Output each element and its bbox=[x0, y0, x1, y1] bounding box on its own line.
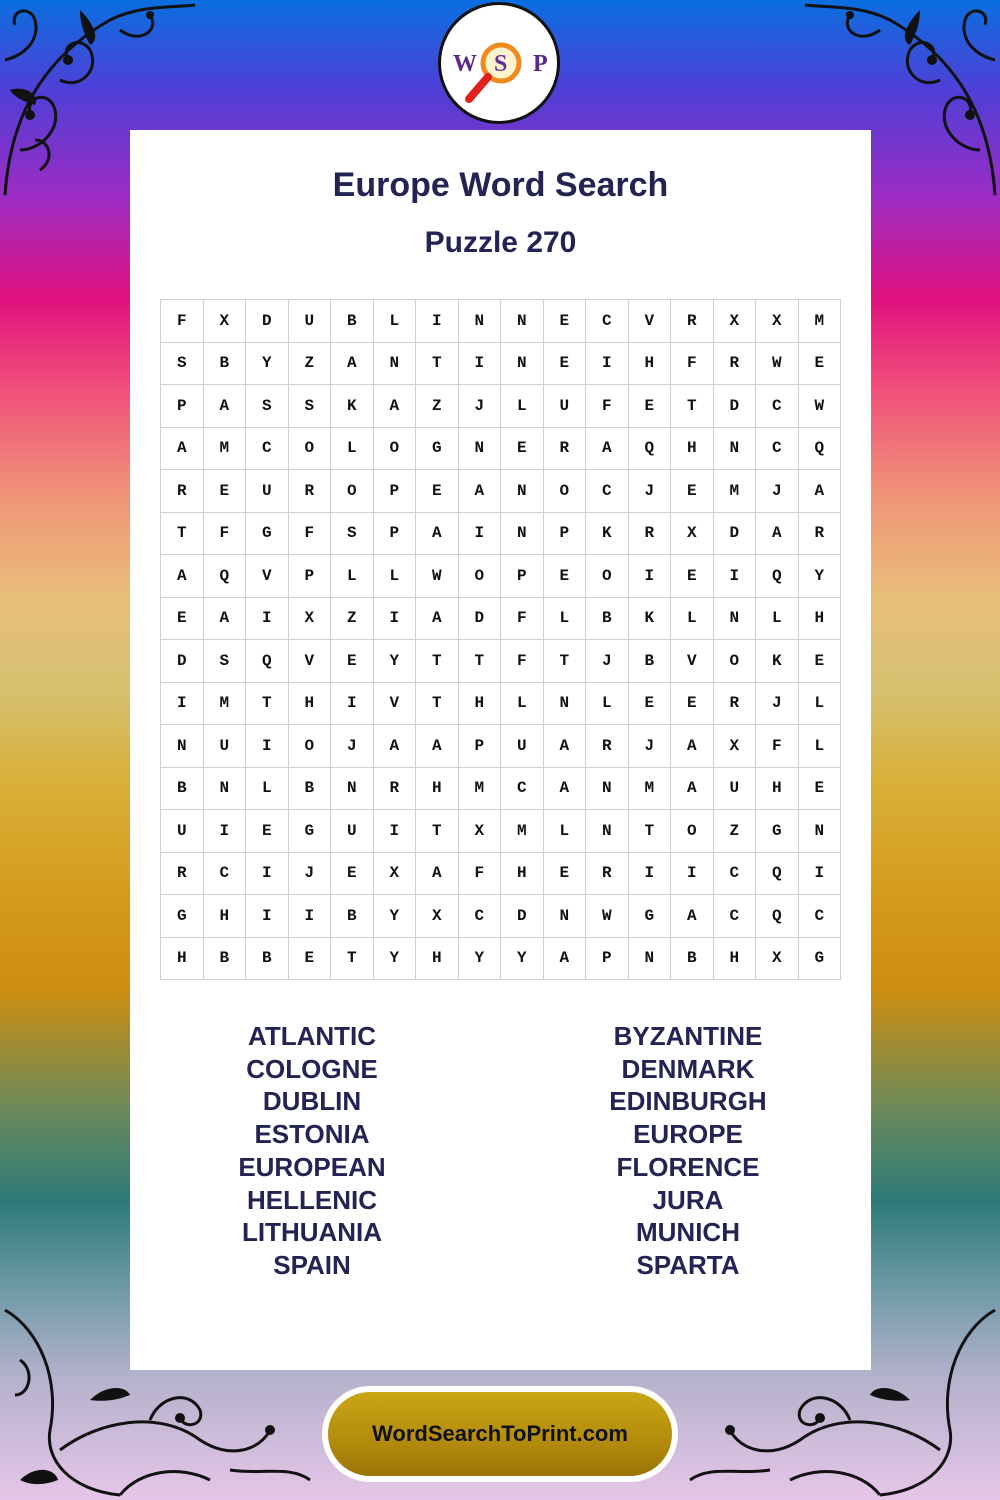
grid-cell[interactable]: E bbox=[799, 343, 842, 386]
grid-cell[interactable]: B bbox=[161, 768, 204, 811]
grid-cell[interactable]: F bbox=[161, 300, 204, 343]
grid-cell[interactable]: R bbox=[629, 513, 672, 556]
grid-cell[interactable]: O bbox=[289, 428, 332, 471]
grid-cell[interactable]: P bbox=[374, 513, 417, 556]
grid-cell[interactable]: B bbox=[671, 938, 714, 981]
grid-cell[interactable]: D bbox=[246, 300, 289, 343]
grid-cell[interactable]: X bbox=[289, 598, 332, 641]
grid-cell[interactable]: F bbox=[756, 725, 799, 768]
grid-cell[interactable]: I bbox=[246, 598, 289, 641]
grid-cell[interactable]: A bbox=[204, 598, 247, 641]
grid-cell[interactable]: C bbox=[756, 385, 799, 428]
grid-cell[interactable]: S bbox=[331, 513, 374, 556]
grid-cell[interactable]: R bbox=[586, 853, 629, 896]
grid-cell[interactable]: Q bbox=[629, 428, 672, 471]
grid-cell[interactable]: S bbox=[246, 385, 289, 428]
grid-cell[interactable]: J bbox=[331, 725, 374, 768]
grid-cell[interactable]: B bbox=[331, 300, 374, 343]
grid-cell[interactable]: Y bbox=[374, 938, 417, 981]
grid-cell[interactable]: G bbox=[246, 513, 289, 556]
grid-cell[interactable]: M bbox=[204, 683, 247, 726]
grid-cell[interactable]: T bbox=[416, 343, 459, 386]
word-list-item: SPARTA bbox=[636, 1249, 740, 1280]
grid-cell[interactable]: T bbox=[331, 938, 374, 981]
grid-cell[interactable]: D bbox=[459, 598, 502, 641]
grid-cell[interactable]: A bbox=[416, 598, 459, 641]
grid-cell[interactable]: N bbox=[586, 768, 629, 811]
word-list-item: HELLENIC bbox=[247, 1184, 377, 1215]
word-list-item: ESTONIA bbox=[254, 1119, 370, 1150]
grid-cell[interactable]: L bbox=[374, 555, 417, 598]
grid-cell[interactable]: E bbox=[629, 385, 672, 428]
grid-cell[interactable]: I bbox=[204, 810, 247, 853]
grid-cell[interactable]: I bbox=[246, 853, 289, 896]
grid-cell[interactable]: G bbox=[629, 895, 672, 938]
grid-cell[interactable]: Z bbox=[289, 343, 332, 386]
word-list-item: EDINBURGH bbox=[609, 1086, 767, 1117]
grid-cell[interactable]: D bbox=[161, 640, 204, 683]
grid-cell[interactable]: E bbox=[246, 810, 289, 853]
grid-cell[interactable]: A bbox=[671, 725, 714, 768]
grid-cell[interactable]: Y bbox=[374, 640, 417, 683]
grid-cell[interactable]: U bbox=[204, 725, 247, 768]
grid-cell[interactable]: V bbox=[374, 683, 417, 726]
grid-cell[interactable]: I bbox=[586, 343, 629, 386]
grid-cell[interactable]: A bbox=[671, 768, 714, 811]
grid-cell[interactable]: A bbox=[416, 853, 459, 896]
grid-cell[interactable]: L bbox=[799, 725, 842, 768]
word-list-item: JURA bbox=[652, 1184, 724, 1215]
grid-cell[interactable]: G bbox=[756, 810, 799, 853]
grid-cell[interactable]: A bbox=[161, 428, 204, 471]
grid-cell[interactable]: A bbox=[204, 385, 247, 428]
grid-cell[interactable]: E bbox=[544, 853, 587, 896]
grid-cell[interactable]: J bbox=[586, 640, 629, 683]
grid-cell[interactable]: L bbox=[544, 598, 587, 641]
grid-cell[interactable]: E bbox=[204, 470, 247, 513]
word-list-item: LITHUANIA bbox=[241, 1217, 383, 1248]
grid-cell[interactable]: B bbox=[204, 343, 247, 386]
logo-letter-p: P bbox=[533, 51, 548, 77]
grid-cell[interactable]: Y bbox=[799, 555, 842, 598]
grid-cell[interactable]: L bbox=[501, 385, 544, 428]
letter-grid bbox=[160, 299, 841, 980]
grid-cell[interactable]: Q bbox=[756, 895, 799, 938]
grid-cell[interactable]: N bbox=[714, 428, 757, 471]
grid-cell[interactable]: R bbox=[374, 768, 417, 811]
grid-cell[interactable]: H bbox=[161, 938, 204, 981]
grid-cell[interactable]: F bbox=[671, 343, 714, 386]
grid-cell[interactable]: I bbox=[289, 895, 332, 938]
grid-cell[interactable]: O bbox=[374, 428, 417, 471]
grid-cell[interactable]: B bbox=[289, 768, 332, 811]
grid-cell[interactable]: B bbox=[586, 598, 629, 641]
grid-cell[interactable]: S bbox=[289, 385, 332, 428]
grid-cell[interactable]: F bbox=[501, 598, 544, 641]
grid-cell[interactable]: E bbox=[671, 470, 714, 513]
grid-cell[interactable]: U bbox=[289, 300, 332, 343]
grid-cell[interactable]: A bbox=[416, 513, 459, 556]
grid-cell[interactable]: O bbox=[289, 725, 332, 768]
grid-cell[interactable]: Z bbox=[331, 598, 374, 641]
grid-cell[interactable]: B bbox=[331, 895, 374, 938]
word-list-item: ATLANTIC bbox=[247, 1021, 377, 1051]
grid-cell[interactable]: E bbox=[289, 938, 332, 981]
grid-cell[interactable]: N bbox=[501, 470, 544, 513]
grid-cell[interactable]: Q bbox=[756, 853, 799, 896]
wsp-logo[interactable] bbox=[438, 2, 560, 124]
grid-cell[interactable]: K bbox=[629, 598, 672, 641]
grid-cell[interactable]: M bbox=[799, 300, 842, 343]
grid-cell[interactable]: W bbox=[416, 555, 459, 598]
grid-cell[interactable]: I bbox=[629, 555, 672, 598]
grid-cell[interactable]: J bbox=[459, 385, 502, 428]
grid-cell[interactable]: X bbox=[756, 938, 799, 981]
grid-cell[interactable]: B bbox=[246, 938, 289, 981]
grid-cell[interactable]: T bbox=[671, 385, 714, 428]
grid-cell[interactable]: H bbox=[671, 428, 714, 471]
grid-cell[interactable]: L bbox=[799, 683, 842, 726]
grid-cell[interactable]: A bbox=[161, 555, 204, 598]
grid-cell[interactable]: E bbox=[544, 343, 587, 386]
grid-cell[interactable]: N bbox=[799, 810, 842, 853]
grid-cell[interactable]: N bbox=[459, 300, 502, 343]
grid-cell[interactable]: A bbox=[374, 385, 417, 428]
puzzle-number: Puzzle 270 bbox=[424, 226, 577, 259]
grid-cell[interactable]: O bbox=[586, 555, 629, 598]
grid-cell[interactable]: X bbox=[416, 895, 459, 938]
grid-cell[interactable]: T bbox=[246, 683, 289, 726]
grid-cell[interactable]: N bbox=[544, 683, 587, 726]
word-list-right bbox=[538, 1020, 838, 1282]
grid-cell[interactable]: E bbox=[629, 683, 672, 726]
grid-cell[interactable]: P bbox=[289, 555, 332, 598]
grid-cell[interactable]: H bbox=[459, 683, 502, 726]
grid-cell[interactable]: A bbox=[544, 938, 587, 981]
grid-cell[interactable]: F bbox=[501, 640, 544, 683]
word-list-item: EUROPE bbox=[633, 1119, 743, 1150]
grid-cell[interactable]: C bbox=[586, 470, 629, 513]
grid-cell[interactable]: R bbox=[289, 470, 332, 513]
grid-cell[interactable]: R bbox=[586, 725, 629, 768]
grid-cell[interactable]: L bbox=[756, 598, 799, 641]
word-list-item: DENMARK bbox=[621, 1053, 755, 1084]
grid-cell[interactable]: V bbox=[289, 640, 332, 683]
grid-cell[interactable]: V bbox=[246, 555, 289, 598]
word-list-item: FLORENCE bbox=[616, 1151, 760, 1182]
grid-cell[interactable]: T bbox=[544, 640, 587, 683]
grid-cell[interactable]: K bbox=[331, 385, 374, 428]
grid-cell[interactable]: M bbox=[459, 768, 502, 811]
grid-cell[interactable]: T bbox=[416, 640, 459, 683]
grid-cell[interactable]: V bbox=[671, 640, 714, 683]
grid-cell[interactable]: H bbox=[714, 938, 757, 981]
grid-cell[interactable]: X bbox=[756, 300, 799, 343]
grid-cell[interactable]: R bbox=[671, 300, 714, 343]
grid-cell[interactable]: I bbox=[459, 343, 502, 386]
grid-cell[interactable]: M bbox=[629, 768, 672, 811]
grid-cell[interactable]: J bbox=[756, 470, 799, 513]
grid-cell[interactable]: X bbox=[374, 853, 417, 896]
grid-cell[interactable]: H bbox=[799, 598, 842, 641]
grid-cell[interactable]: I bbox=[374, 598, 417, 641]
grid-cell[interactable]: L bbox=[246, 768, 289, 811]
grid-cell[interactable]: E bbox=[544, 555, 587, 598]
grid-cell[interactable]: U bbox=[714, 768, 757, 811]
grid-cell[interactable]: N bbox=[714, 598, 757, 641]
grid-cell[interactable]: Z bbox=[416, 385, 459, 428]
grid-cell[interactable]: I bbox=[714, 555, 757, 598]
grid-cell[interactable]: A bbox=[331, 343, 374, 386]
grid-cell[interactable]: X bbox=[714, 725, 757, 768]
grid-cell[interactable]: C bbox=[586, 300, 629, 343]
grid-cell[interactable]: E bbox=[331, 853, 374, 896]
grid-cell[interactable]: B bbox=[204, 938, 247, 981]
grid-cell[interactable]: C bbox=[459, 895, 502, 938]
grid-cell[interactable]: O bbox=[459, 555, 502, 598]
grid-cell[interactable]: R bbox=[714, 343, 757, 386]
grid-cell[interactable]: A bbox=[374, 725, 417, 768]
grid-cell[interactable]: T bbox=[629, 810, 672, 853]
grid-cell[interactable]: S bbox=[204, 640, 247, 683]
grid-cell[interactable]: L bbox=[544, 810, 587, 853]
grid-cell[interactable]: I bbox=[416, 300, 459, 343]
grid-cell[interactable]: E bbox=[161, 598, 204, 641]
grid-cell[interactable]: N bbox=[331, 768, 374, 811]
grid-cell[interactable]: A bbox=[756, 513, 799, 556]
grid-cell[interactable]: X bbox=[671, 513, 714, 556]
grid-cell[interactable]: J bbox=[289, 853, 332, 896]
logo-letter-w: W bbox=[453, 51, 477, 77]
site-link-label[interactable]: WordSearchToPrint.com bbox=[328, 1392, 672, 1476]
grid-cell[interactable]: F bbox=[204, 513, 247, 556]
grid-cell[interactable]: V bbox=[629, 300, 672, 343]
grid-cell[interactable]: N bbox=[374, 343, 417, 386]
grid-cell[interactable]: A bbox=[671, 895, 714, 938]
grid-cell[interactable]: E bbox=[331, 640, 374, 683]
grid-cell[interactable]: W bbox=[799, 385, 842, 428]
site-link-badge[interactable] bbox=[322, 1386, 678, 1482]
grid-cell[interactable]: A bbox=[459, 470, 502, 513]
grid-cell[interactable]: A bbox=[586, 428, 629, 471]
grid-cell[interactable]: T bbox=[459, 640, 502, 683]
grid-cell[interactable]: D bbox=[501, 895, 544, 938]
grid-cell[interactable]: D bbox=[714, 513, 757, 556]
grid-cell[interactable]: Y bbox=[459, 938, 502, 981]
grid-cell[interactable]: P bbox=[501, 555, 544, 598]
grid-cell[interactable]: U bbox=[161, 810, 204, 853]
grid-cell[interactable]: Q bbox=[756, 555, 799, 598]
grid-cell[interactable]: I bbox=[671, 853, 714, 896]
grid-cell[interactable]: O bbox=[544, 470, 587, 513]
grid-cell[interactable]: A bbox=[416, 725, 459, 768]
grid-cell[interactable]: P bbox=[161, 385, 204, 428]
grid-cell[interactable]: X bbox=[714, 300, 757, 343]
grid-cell[interactable]: H bbox=[416, 938, 459, 981]
grid-cell[interactable]: W bbox=[586, 895, 629, 938]
grid-cell[interactable]: U bbox=[501, 725, 544, 768]
grid-cell[interactable]: Z bbox=[714, 810, 757, 853]
grid-cell[interactable]: N bbox=[629, 938, 672, 981]
grid-cell[interactable]: F bbox=[289, 513, 332, 556]
grid-cell[interactable]: D bbox=[714, 385, 757, 428]
grid-cell[interactable]: H bbox=[204, 895, 247, 938]
grid-cell[interactable]: O bbox=[331, 470, 374, 513]
grid-cell[interactable]: I bbox=[374, 810, 417, 853]
grid-cell[interactable]: C bbox=[246, 428, 289, 471]
word-list-item: BYZANTINE bbox=[613, 1021, 763, 1051]
word-list-item: COLOGNE bbox=[246, 1053, 378, 1084]
grid-cell[interactable]: N bbox=[501, 300, 544, 343]
grid-cell[interactable]: I bbox=[799, 853, 842, 896]
grid-cell[interactable]: E bbox=[501, 428, 544, 471]
grid-cell[interactable]: C bbox=[799, 895, 842, 938]
grid-cell[interactable]: R bbox=[161, 853, 204, 896]
grid-cell[interactable]: M bbox=[501, 810, 544, 853]
word-list-left bbox=[162, 1020, 462, 1282]
grid-cell[interactable]: T bbox=[416, 683, 459, 726]
grid-cell[interactable]: H bbox=[289, 683, 332, 726]
grid-cell[interactable]: C bbox=[714, 895, 757, 938]
grid-cell[interactable]: I bbox=[459, 513, 502, 556]
grid-cell[interactable]: E bbox=[671, 683, 714, 726]
grid-cell[interactable]: L bbox=[586, 683, 629, 726]
grid-cell[interactable]: I bbox=[629, 853, 672, 896]
grid-cell[interactable]: E bbox=[799, 768, 842, 811]
grid-cell[interactable]: E bbox=[416, 470, 459, 513]
grid-cell[interactable]: X bbox=[459, 810, 502, 853]
grid-cell[interactable]: C bbox=[204, 853, 247, 896]
grid-cell[interactable]: N bbox=[544, 895, 587, 938]
grid-cell[interactable]: G bbox=[799, 938, 842, 981]
grid-cell[interactable]: B bbox=[629, 640, 672, 683]
word-list-item: EUROPEAN bbox=[238, 1151, 386, 1182]
grid-cell[interactable]: I bbox=[246, 725, 289, 768]
grid-cell[interactable]: F bbox=[459, 853, 502, 896]
grid-cell[interactable]: P bbox=[459, 725, 502, 768]
grid-cell[interactable]: G bbox=[161, 895, 204, 938]
grid-cell[interactable]: A bbox=[799, 470, 842, 513]
grid-cell[interactable]: F bbox=[586, 385, 629, 428]
grid-cell[interactable]: K bbox=[756, 640, 799, 683]
grid-cell[interactable]: R bbox=[799, 513, 842, 556]
grid-cell[interactable]: E bbox=[544, 300, 587, 343]
logo-letter-s: S bbox=[494, 51, 508, 77]
grid-cell[interactable]: H bbox=[416, 768, 459, 811]
grid-cell[interactable]: O bbox=[714, 640, 757, 683]
grid-cell[interactable]: I bbox=[161, 683, 204, 726]
grid-cell[interactable]: J bbox=[629, 470, 672, 513]
grid-cell[interactable]: G bbox=[416, 428, 459, 471]
grid-cell[interactable]: J bbox=[629, 725, 672, 768]
grid-cell[interactable]: A bbox=[544, 768, 587, 811]
grid-cell[interactable]: Q bbox=[204, 555, 247, 598]
grid-cell[interactable]: P bbox=[544, 513, 587, 556]
grid-cell[interactable]: T bbox=[416, 810, 459, 853]
grid-cell[interactable]: E bbox=[671, 555, 714, 598]
grid-cell[interactable]: M bbox=[204, 428, 247, 471]
grid-cell[interactable]: N bbox=[501, 343, 544, 386]
grid-cell[interactable]: N bbox=[161, 725, 204, 768]
word-list-item: DUBLIN bbox=[262, 1086, 362, 1117]
grid-cell[interactable]: L bbox=[501, 683, 544, 726]
grid-cell[interactable]: C bbox=[501, 768, 544, 811]
grid-cell[interactable]: J bbox=[756, 683, 799, 726]
word-list-item: MUNICH bbox=[636, 1217, 740, 1248]
grid-cell[interactable]: H bbox=[756, 768, 799, 811]
grid-cell[interactable]: K bbox=[586, 513, 629, 556]
grid-cell[interactable]: M bbox=[714, 470, 757, 513]
grid-cell[interactable]: Y bbox=[374, 895, 417, 938]
grid-cell[interactable]: C bbox=[756, 428, 799, 471]
grid-cell[interactable]: I bbox=[331, 683, 374, 726]
grid-cell[interactable]: I bbox=[246, 895, 289, 938]
grid-cell[interactable]: H bbox=[501, 853, 544, 896]
grid-cell[interactable]: T bbox=[161, 513, 204, 556]
grid-cell[interactable]: R bbox=[544, 428, 587, 471]
grid-cell[interactable]: E bbox=[799, 640, 842, 683]
grid-cell[interactable]: S bbox=[161, 343, 204, 386]
grid-cell[interactable]: L bbox=[374, 300, 417, 343]
grid-cell[interactable]: Q bbox=[799, 428, 842, 471]
grid-cell[interactable]: R bbox=[161, 470, 204, 513]
grid-cell[interactable]: N bbox=[501, 513, 544, 556]
page-title: Europe Word Search bbox=[332, 166, 669, 204]
grid-cell[interactable]: L bbox=[671, 598, 714, 641]
grid-cell[interactable]: H bbox=[629, 343, 672, 386]
grid-cell[interactable]: N bbox=[459, 428, 502, 471]
grid-cell[interactable]: P bbox=[374, 470, 417, 513]
grid-cell[interactable]: X bbox=[204, 300, 247, 343]
grid-cell[interactable]: C bbox=[714, 853, 757, 896]
grid-cell[interactable]: W bbox=[756, 343, 799, 386]
grid-cell[interactable]: U bbox=[331, 810, 374, 853]
grid-cell[interactable]: R bbox=[714, 683, 757, 726]
grid-cell[interactable]: Q bbox=[246, 640, 289, 683]
grid-cell[interactable]: L bbox=[331, 555, 374, 598]
grid-cell[interactable]: N bbox=[586, 810, 629, 853]
grid-cell[interactable]: U bbox=[246, 470, 289, 513]
grid-cell[interactable]: L bbox=[331, 428, 374, 471]
grid-cell[interactable]: G bbox=[289, 810, 332, 853]
grid-cell[interactable]: A bbox=[544, 725, 587, 768]
grid-cell[interactable]: Y bbox=[246, 343, 289, 386]
grid-cell[interactable]: U bbox=[544, 385, 587, 428]
word-list-item: SPAIN bbox=[273, 1249, 351, 1280]
puzzle-card bbox=[130, 130, 871, 1370]
grid-cell[interactable]: Y bbox=[501, 938, 544, 981]
grid-cell[interactable]: N bbox=[204, 768, 247, 811]
grid-cell[interactable]: P bbox=[586, 938, 629, 981]
grid-cell[interactable]: O bbox=[671, 810, 714, 853]
